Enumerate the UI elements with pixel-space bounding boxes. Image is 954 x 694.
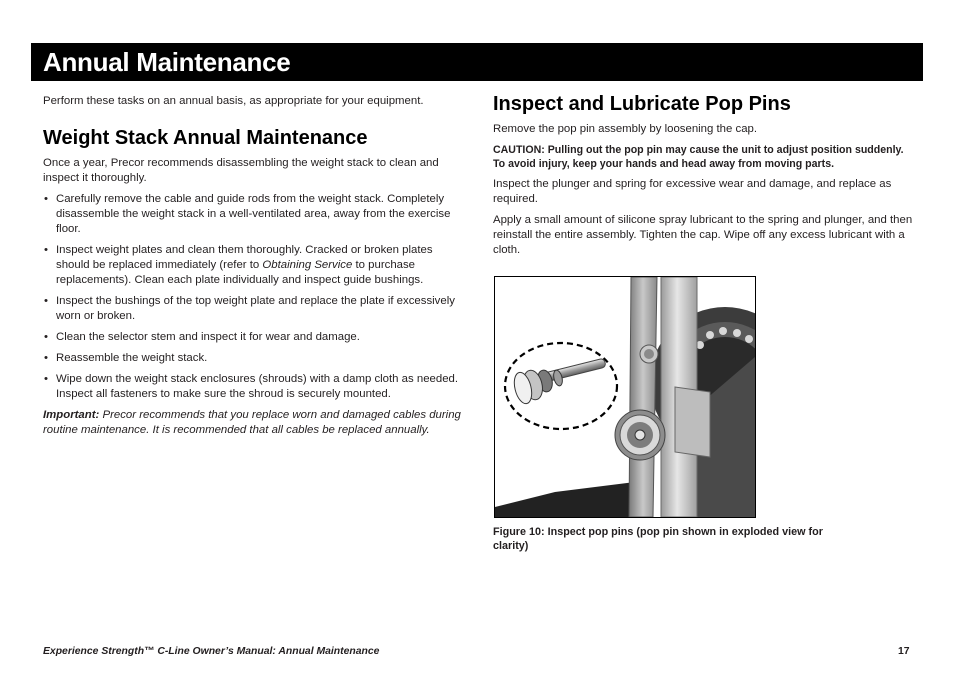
list-item: • Clean the selector stem and inspect it for wear and damage.: [43, 330, 463, 345]
list-item: • Inspect the bushings of the top weight plate and replace the plate if excessively worn or broken.: [43, 294, 463, 324]
figure-caption: Figure 10: Inspect pop pins (pop pin shown in exploded view for clarity): [493, 526, 823, 552]
weight-stack-list: [43, 192, 463, 402]
list-item: • Wipe down the weight stack enclosures (shrouds) with a damp cloth as needed. Inspect all fasteners to make sure the shroud is securely mounted.: [43, 372, 463, 402]
list-item: • Reassemble the weight stack.: [43, 351, 463, 366]
weight-stack-lead: Once a year, Precor recommends disassembling the weight stack to clean and inspect it thoroughly.: [43, 157, 439, 184]
pop-pins-heading: Inspect and Lubricate Pop Pins: [493, 93, 791, 115]
caution-text: CAUTION: Pulling out the pop pin may cause the unit to adjust position suddenly. To avoid injury, keep your hands and head away from moving parts.: [493, 144, 904, 170]
intro-text: Perform these tasks on an annual basis, as appropriate for your equipment.: [43, 95, 424, 107]
left-column: [43, 94, 463, 444]
pop-pin-part: [511, 358, 606, 405]
page-title: Annual Maintenance: [43, 47, 291, 77]
important-text: Precor recommends that you replace worn and damaged cables during routine maintenance. It is recommended that all cables be replaced annually.: [43, 409, 461, 436]
obtaining-service-link[interactable]: Obtaining Service: [262, 259, 353, 271]
pop-pins-step-3: Apply a small amount of silicone spray lubricant to the spring and plunger, and then reinstall the entire assembly. Tighten the cap. Wipe off any excess lubricant with a cloth.: [493, 214, 913, 256]
pop-pins-step-1: Remove the pop pin assembly by loosening the cap.: [493, 123, 758, 135]
list-item-text: Inspect weight plates and clean them thoroughly. Cracked or broken plates should be replaced immediately (refer to: [56, 244, 433, 271]
important-label: Important:: [43, 409, 100, 421]
important-note: [43, 408, 463, 438]
pop-pin-illustration: [495, 277, 755, 517]
pop-pins-step-2: Inspect the plunger and spring for excessive wear and damage, and replace as required.: [493, 178, 892, 205]
list-item: [43, 243, 463, 288]
right-column: [493, 92, 918, 264]
list-item: • Carefully remove the cable and guide rods from the weight stack. Completely disassemble the weight stack in a well-ventilated area, away from the exercise floor.: [43, 192, 463, 237]
pop-pin-figure: [494, 276, 756, 518]
weight-stack-heading: Weight Stack Annual Maintenance: [43, 127, 368, 149]
footer-manual-title: Experience Strength™ C-Line Owner’s Manual: Annual Maintenance: [43, 646, 380, 657]
list-item-text: to purchase replacements). Clean each plate individually and inspect guide bushings.: [56, 259, 424, 286]
footer-page-number: 17: [898, 646, 910, 657]
title-bar: [31, 43, 923, 81]
